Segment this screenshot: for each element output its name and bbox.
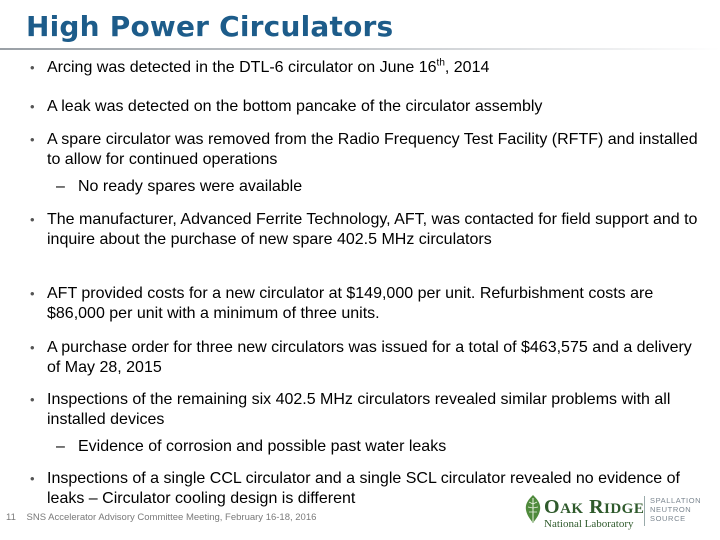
- sub-bullet-text: No ready spares were available: [78, 178, 303, 195]
- bullet-4: [28, 210, 698, 249]
- bullet-text: A purchase order for three new circulators was issued for a total of $463,575 and a delivery of May 28, 2015: [47, 339, 692, 376]
- bullet-6: [28, 338, 698, 377]
- footer-text: SNS Accelerator Advisory Committee Meeting, February 16-18, 2016: [26, 512, 317, 523]
- bullet-5: [28, 284, 698, 323]
- logo-divider: [644, 496, 645, 526]
- ornl-sns-logo: [496, 490, 720, 538]
- slide-title: High Power Circulators: [26, 10, 394, 43]
- bullet-marker: •: [30, 392, 35, 407]
- bullet-7: [28, 390, 698, 457]
- bullet-marker: •: [30, 60, 35, 75]
- sub-bullet-marker: –: [56, 178, 65, 195]
- bullet-text: The manufacturer, Advanced Ferrite Technology, AFT, was contacted for field support and to inquire about the purchase of new spare 402.5 MHz circulators: [47, 211, 698, 248]
- bullet-marker: •: [30, 99, 35, 114]
- bullet-marker: •: [30, 340, 35, 355]
- bullet-marker: •: [30, 471, 35, 486]
- oak-ridge-wordmark: OAK RIDGE: [544, 496, 645, 518]
- title-divider: [0, 48, 720, 50]
- national-laboratory-text: National Laboratory: [544, 518, 634, 530]
- bullet-2: [28, 97, 542, 117]
- superscript: th: [436, 57, 445, 69]
- bullet-text-end: , 2014: [444, 59, 490, 76]
- bullet-text: Inspections of the remaining six 402.5 MHz circulators revealed similar problems with all installed devices: [47, 391, 671, 428]
- sub-bullet: [28, 177, 698, 197]
- oak-leaf-icon: [522, 494, 544, 524]
- bullet-marker: •: [30, 286, 35, 301]
- bullet-text: A spare circulator was removed from the Radio Frequency Test Facility (RFTF) and installed to allow for continued operations: [47, 131, 698, 168]
- sns-wordmark: SPALLATION NEUTRON SOURCE: [650, 496, 702, 523]
- footer: [6, 512, 316, 523]
- bullet-3: [28, 130, 698, 197]
- bullet-marker: •: [30, 132, 35, 147]
- sub-bullet-marker: –: [56, 438, 65, 455]
- bullet-text: AFT provided costs for a new circulator at $149,000 per unit. Refurbishment costs are $86,000 per unit with a minimum of three units.: [47, 285, 654, 322]
- sub-bullet: [28, 437, 698, 457]
- bullet-1: [28, 58, 489, 78]
- bullet-marker: •: [30, 212, 35, 227]
- sub-bullet-text: Evidence of corrosion and possible past water leaks: [78, 438, 447, 455]
- bullet-text: Arcing was detected in the DTL-6 circulator on June 16: [47, 59, 437, 76]
- bullet-text: A leak was detected on the bottom pancake of the circulator assembly: [47, 98, 543, 115]
- bullet-text: Inspections of a single CCL circulator and a single SCL circulator revealed no evidence of leaks – Circulator cooling design is different: [47, 470, 680, 507]
- page-number: 11: [6, 512, 16, 523]
